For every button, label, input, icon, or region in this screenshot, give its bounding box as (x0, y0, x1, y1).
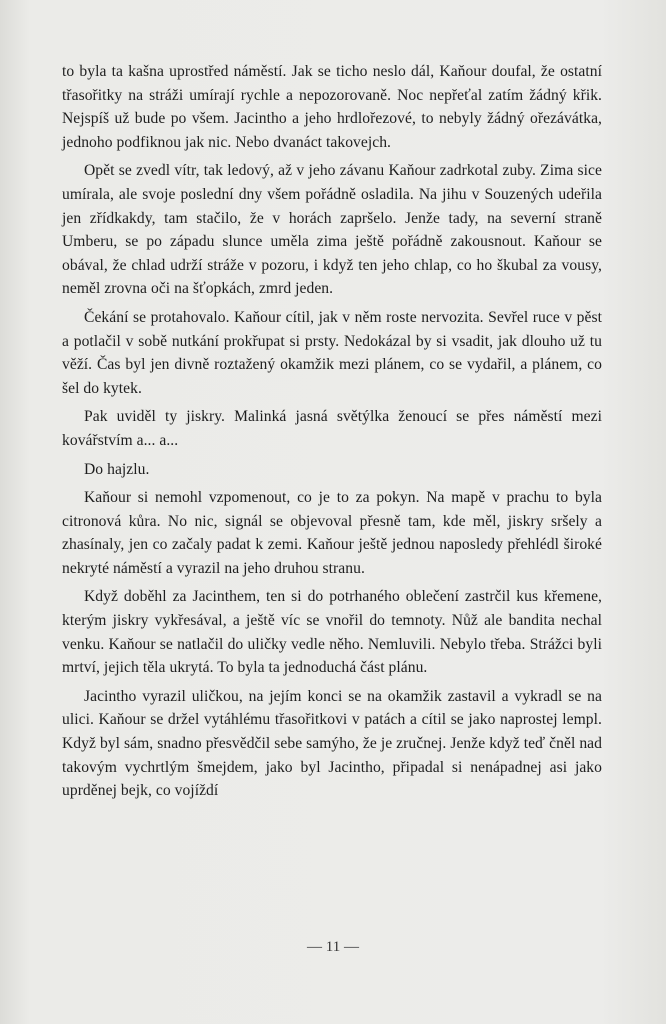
paragraph-6: Kaňour si nemohl vzpomenout, co je to za pokyn. Na mapě v prachu to byla citronová kůra. No nic, signál se objevoval přesně tam, kde měl, jiskry sršely a zhasínaly, jen co začaly padat k zemi. Kaňour ještě jednou naposledy přehlédl široké nekryté náměstí a vyrazil na jeho druhou stranu. (62, 489, 602, 577)
paragraph-2: Opět se zvedl vítr, tak ledový, až v jeho závanu Kaňour zadrkotal zuby. Zima sice umírala, ale svoje poslední dny všem pořádně osladila. Na jihu v Souzených udeřila jen zřídkakdy, tam stačilo, že v horách zapršelo. Jenže tady, na severní straně Umberu, se po západu slunce uměla zima ještě pořádně zakousnout. Kaňour se obával, že chlad udrží stráže v pozoru, i když ten jeho chlap, co ho škubal za vousy, neměl zrovna oči na šťopkách, zmrd jeden. (62, 162, 602, 298)
paragraph-3: Čekání se protahovalo. Kaňour cítil, jak v něm roste nervozita. Sevřel ruce v pěst a potlačil v sobě nutkání prokřupat si prsty. Nedokázal by si vsadit, jak dlouho už tu věží. Čas byl jen divně roztažený okamžik mezi plánem, co se vydařil, a plánem, co šel do kytek. (62, 308, 602, 397)
paragraph-7: Když doběhl za Jacinthem, ten si do potrhaného oblečení zastrčil kus křemene, kterým jiskry vykřesával, a ještě víc se vnořil do temnoty. Nůž ale bandita nechal venku. Kaňour se natlačil do uličky vedle něho. Nemluvili. Nebylo třeba. Strážci byli mrtví, jejich těla ukrytá. To byla ta jednoduchá část plánu. (62, 588, 602, 677)
paragraph-5: Do hajzlu. (84, 460, 150, 478)
paragraph-4: Pak uviděl ty jiskry. Malinká jasná světýlka ženoucí se přes náměstí mezi kovářstvím a... a... (62, 408, 602, 449)
page-number: — 11 — (307, 939, 359, 955)
paragraph-1: to byla ta kašna uprostřed náměstí. Jak se ticho neslo dál, Kaňour doufal, že ostatní třasořitky na stráži umírají rychle a nepozorovaně. Noc nepřeťal zatím žádný křik. Nejspíš už bude po všem. Jacintho a jeho hrdlořezové, to nebyly žádný ořezávátka, jednoho podfiknou jak nic. Nebo dvanáct takovejch. (62, 63, 602, 151)
paragraph-8: Jacintho vyrazil uličkou, na jejím konci se na okamžik zastavil a vykradl se na ulici. Kaňour se držel vytáhlému třasořitkovi v patách a cítil se jako naprostej lempl. Když byl sám, snadno přesvědčil sebe samýho, že je zručnej. Jenže když teď čněl nad takovým vychrtlým šmejdem, jako byl Jacintho, připadal si nenápadnej asi jako uprděnej bejk, co vojíždí (62, 687, 602, 800)
body-text (62, 60, 602, 803)
